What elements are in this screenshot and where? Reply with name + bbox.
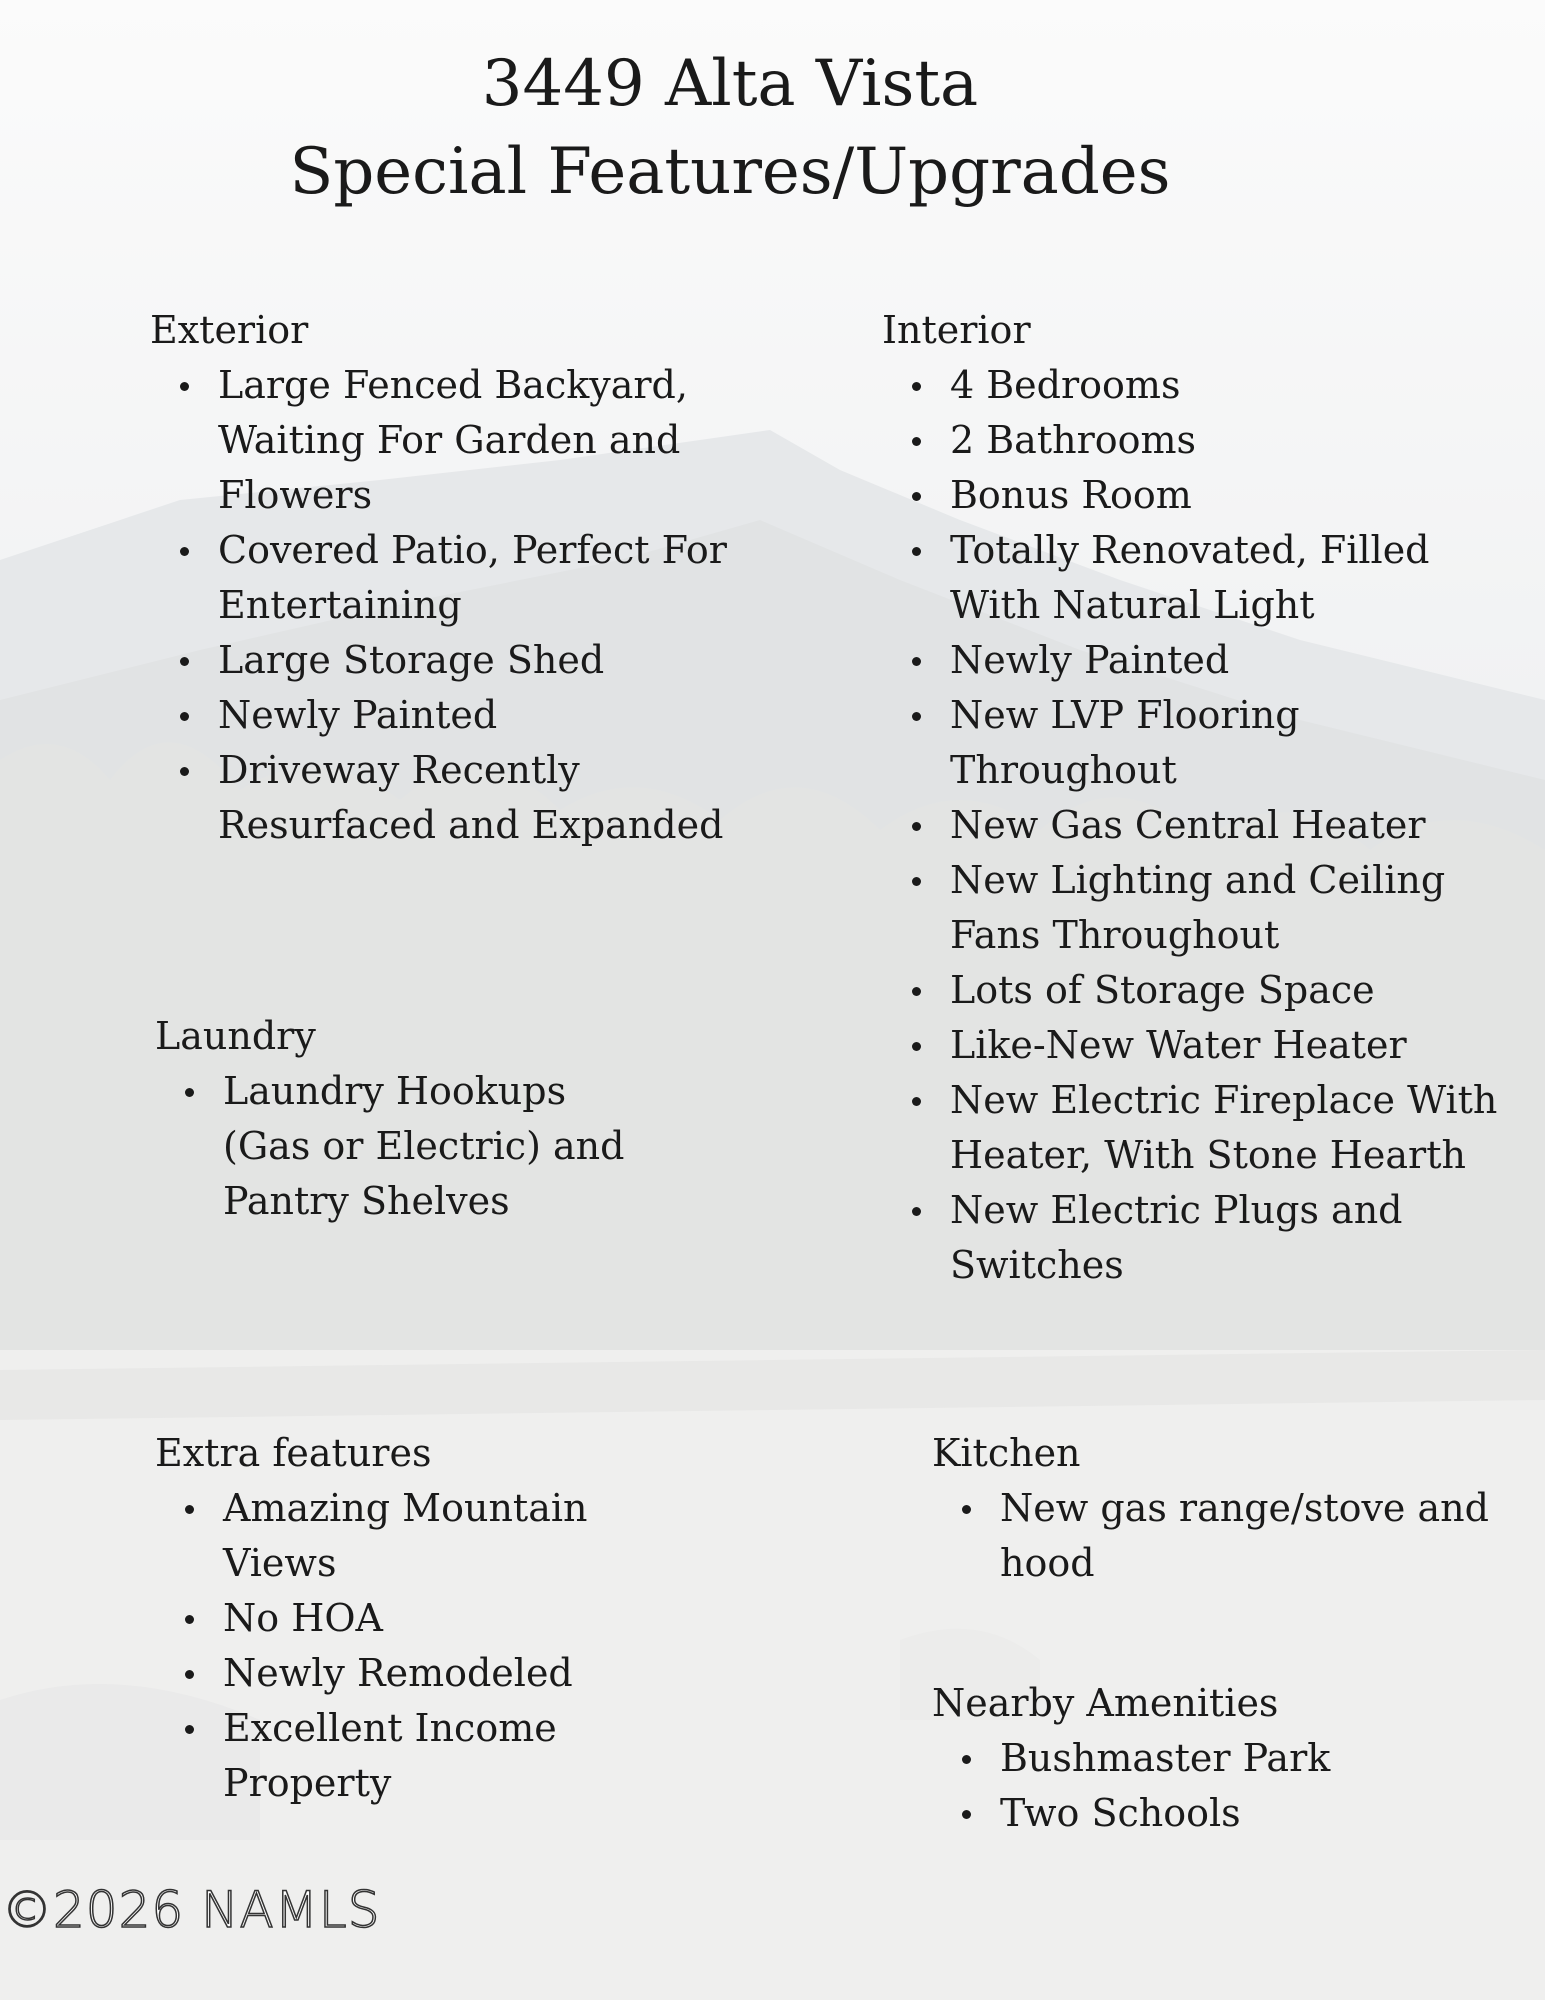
list-item: Two Schools bbox=[1000, 1786, 1512, 1841]
list-item: Like-New Water Heater bbox=[950, 1018, 1502, 1073]
section-heading-kitchen: Kitchen bbox=[932, 1431, 1081, 1475]
copyright-watermark: ©2026 NAMLS bbox=[2, 1881, 381, 1939]
section-heading-interior: Interior bbox=[882, 308, 1031, 352]
list-item: New Electric Plugs and Switches bbox=[950, 1183, 1502, 1293]
page-subtitle: Special Features/Upgrades bbox=[289, 135, 1171, 209]
feature-list-nearby bbox=[932, 1731, 1512, 1841]
feature-list-laundry bbox=[155, 1064, 663, 1229]
property-address-title: 3449 Alta Vista bbox=[481, 47, 979, 121]
feature-list-exterior bbox=[150, 358, 748, 853]
section-heading-extra-features: Extra features bbox=[155, 1431, 432, 1475]
list-item: 4 Bedrooms bbox=[950, 358, 1502, 413]
section-interior bbox=[882, 303, 1502, 1293]
section-nearby-amenities bbox=[932, 1676, 1512, 1841]
list-item: Bonus Room bbox=[950, 468, 1502, 523]
list-item: Newly Remodeled bbox=[223, 1646, 663, 1701]
list-item: Newly Painted bbox=[950, 633, 1502, 688]
section-exterior bbox=[150, 303, 750, 853]
list-item: Newly Painted bbox=[218, 688, 748, 743]
list-item: Driveway Recently Resurfaced and Expanded bbox=[218, 743, 748, 853]
list-item: Excellent Income Property bbox=[223, 1701, 663, 1811]
list-item: New Electric Fireplace With Heater, With Stone Hearth bbox=[950, 1073, 1502, 1183]
section-kitchen bbox=[932, 1426, 1512, 1591]
section-laundry bbox=[155, 1009, 715, 1229]
list-item: New LVP Flooring Throughout bbox=[950, 688, 1502, 798]
feature-list-extra bbox=[155, 1481, 663, 1811]
list-item: Totally Renovated, Filled With Natural Light bbox=[950, 523, 1502, 633]
list-item: 2 Bathrooms bbox=[950, 413, 1502, 468]
list-item: Covered Patio, Perfect For Entertaining bbox=[218, 523, 748, 633]
feature-list-kitchen bbox=[932, 1481, 1512, 1591]
list-item: Large Fenced Backyard, Waiting For Garden and Flowers bbox=[218, 358, 748, 523]
list-item: Bushmaster Park bbox=[1000, 1731, 1512, 1786]
section-heading-exterior: Exterior bbox=[150, 308, 309, 352]
list-item: Lots of Storage Space bbox=[950, 963, 1502, 1018]
section-heading-nearby-amenities: Nearby Amenities bbox=[932, 1681, 1279, 1725]
section-extra-features bbox=[155, 1426, 715, 1811]
section-heading-laundry: Laundry bbox=[155, 1014, 316, 1058]
list-item: Amazing Mountain Views bbox=[223, 1481, 663, 1591]
list-item: Laundry Hookups (Gas or Electric) and Pantry Shelves bbox=[223, 1064, 663, 1229]
list-item: New gas range/stove and hood bbox=[1000, 1481, 1512, 1591]
list-item: New Lighting and Ceiling Fans Throughout bbox=[950, 853, 1502, 963]
list-item: Large Storage Shed bbox=[218, 633, 748, 688]
feature-list-interior bbox=[882, 358, 1502, 1293]
list-item: No HOA bbox=[223, 1591, 663, 1646]
list-item: New Gas Central Heater bbox=[950, 798, 1502, 853]
